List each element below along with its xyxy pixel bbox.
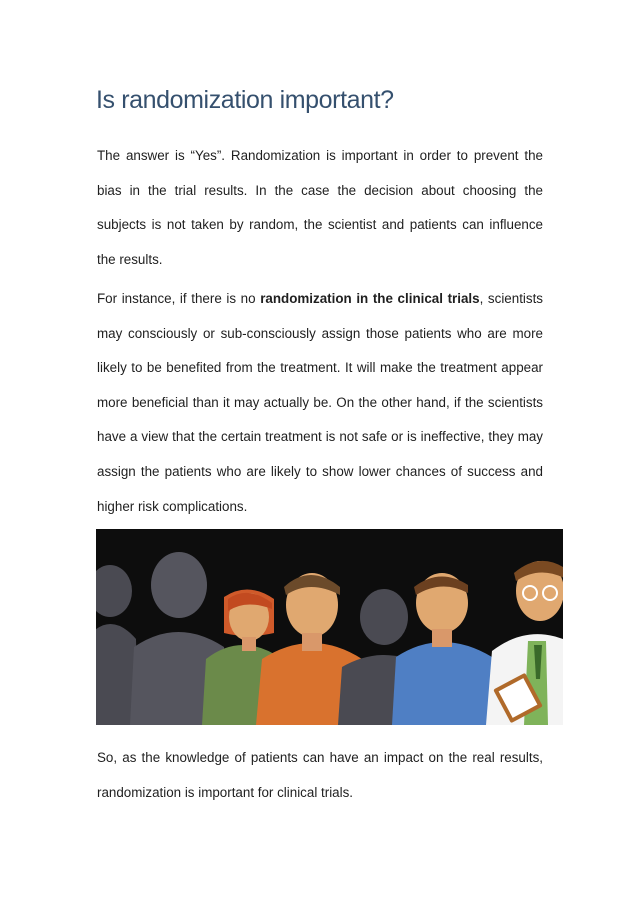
bold-phrase: randomization in the clinical trials xyxy=(260,291,480,306)
patients-and-doctor-icon xyxy=(96,529,563,725)
paragraph-conclusion: So, as the knowledge of patients can have an impact on the real results, randomization is important for clinical trials. xyxy=(97,750,543,800)
page-title: Is randomization important? xyxy=(96,86,394,114)
paragraph-answer: The answer is “Yes”. Randomization is important in order to prevent the bias in the trial results. In the case the decision about choosing the subjects is not taken by random, the scientist and patients can influence the results. xyxy=(97,148,543,267)
paragraph-example xyxy=(97,282,543,524)
paragraph-example-start: For instance, if there is no xyxy=(97,291,261,306)
paragraph-example-rest: , scientists may consciously or sub-consciously assign those patients who are more likely to be benefited from the treatment. It will make the treatment appear more beneficial than it may actually be. On the other hand, if the scientists have a view that the certain treatment is not safe or is ineffective, they may assign the patients who are likely to show lower chances of success and higher risk complications. xyxy=(97,291,544,514)
patients-illustration xyxy=(96,529,563,725)
